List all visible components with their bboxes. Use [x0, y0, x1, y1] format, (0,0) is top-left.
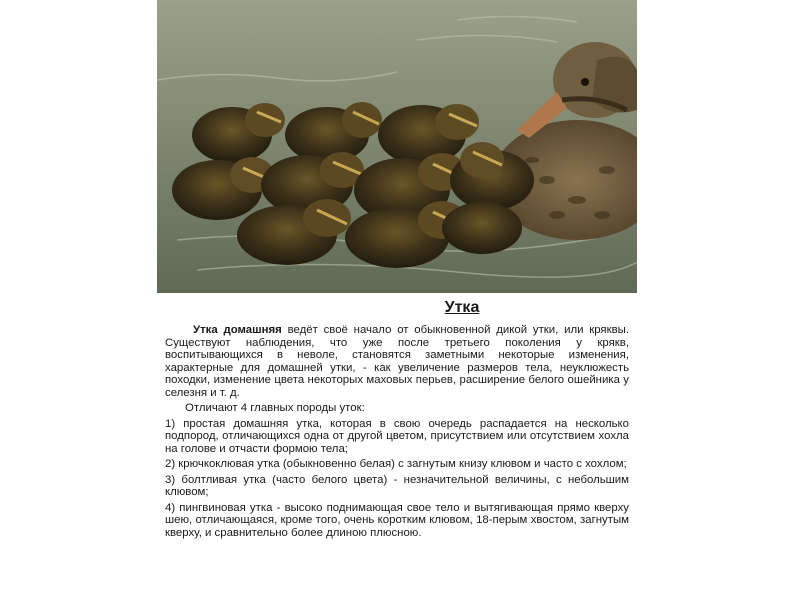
- intro-rest: ведёт своё начало от обыкновенной дикой утки, или кряквы. Существуют наблюдения, что уже после третьего поколения у крякв, воспитывающихся в неволе, становятся заметными некоторые изменения, характерные для домашней утки, - как увеличение размеров тела, неуклюжесть походки, изменение цвета некоторых маховых перьев, расширение белого ошейника у селезня и т. д.: [165, 324, 629, 399]
- breed-item: 1) простая домашняя утка, которая в свою очередь распадается на несколько подпород, отличающихся одна от другой цветом, присутствием или отсутствием хохла на голове и отчасти формою тела;: [165, 417, 629, 455]
- article: [165, 298, 629, 539]
- article-title: Утка: [444, 299, 480, 316]
- breed-item: 3) болтливая утка (часто белого цвета) - незначительной величины, с небольшим клювом;: [165, 473, 629, 498]
- breeds-intro: Отличают 4 главных породы уток:: [185, 402, 365, 414]
- duck-photo-drawing: [157, 0, 637, 293]
- duck-photo: [157, 0, 637, 293]
- breed-item: 2) крючкоклювая утка (обыкновенно белая) с загнутым книзу клювом и часто с хохлом;: [165, 458, 627, 470]
- intro-lead: Утка домашняя: [193, 324, 282, 336]
- breed-item: 4) пингвиновая утка - высоко поднимающая свое тело и вытягивающая прямо кверху шею, отличающаяся, кроме того, очень коротким клювом, 18-перым хвостом, загнутым кверху, и сравнительно более длиною плюсною.: [165, 501, 629, 539]
- intro-paragraph: [165, 324, 629, 399]
